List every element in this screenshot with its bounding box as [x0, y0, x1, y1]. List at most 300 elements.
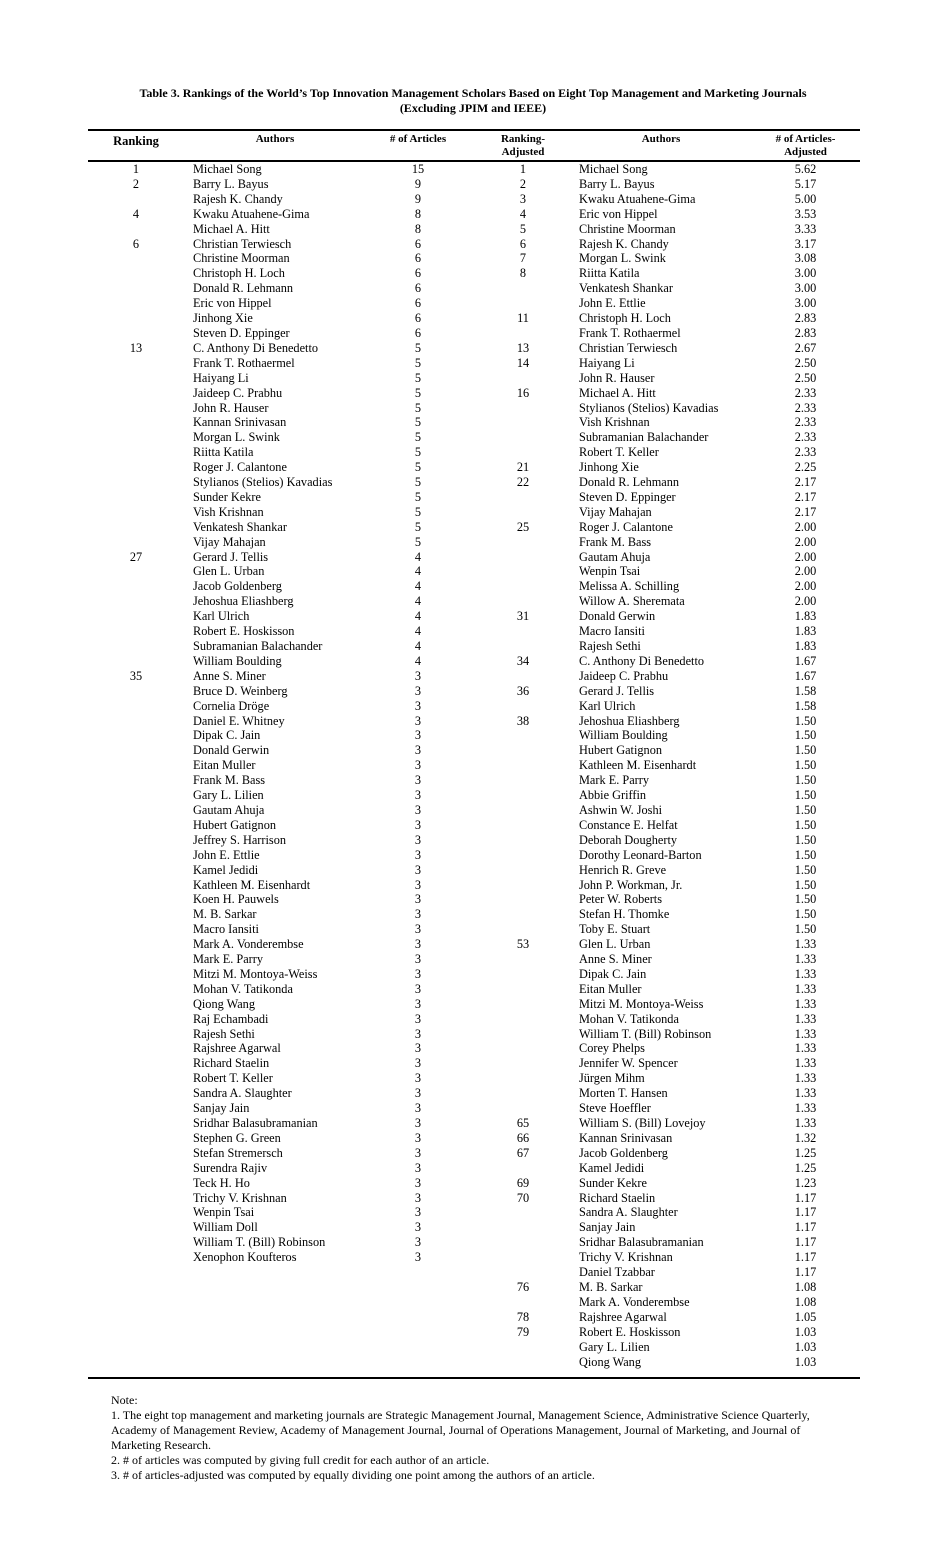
cell-articles: 6: [414, 251, 422, 266]
cell-author: Dipak C. Jain: [193, 728, 261, 743]
header-articles-adjusted-line-1: # of Articles-: [775, 133, 836, 145]
table-row: [88, 1220, 860, 1235]
cell-articles-adjusted: 1.08: [794, 1279, 817, 1294]
cell-articles-adjusted: 2.17: [794, 489, 817, 504]
cell-author-adjusted: Riitta Katila: [579, 266, 640, 281]
cell-author-adjusted: Mitzi M. Montoya-Weiss: [579, 996, 704, 1011]
cell-author-adjusted: Sandra A. Slaughter: [579, 1205, 678, 1220]
table-row: [88, 251, 860, 266]
cell-author-adjusted: Eitan Muller: [579, 981, 642, 996]
table-row: [88, 356, 860, 371]
cell-articles-adjusted: 2.00: [794, 579, 817, 594]
cell-articles: 5: [414, 445, 422, 460]
table-row: [88, 1250, 860, 1265]
table-row: [88, 341, 860, 356]
cell-author: Surendra Rajiv: [193, 1160, 268, 1175]
cell-articles-adjusted: 2.00: [794, 519, 817, 534]
table-row: [88, 1191, 860, 1206]
cell-author: Barry L. Bayus: [193, 176, 269, 191]
cell-articles-adjusted: 1.50: [794, 802, 817, 817]
cell-author: Kathleen M. Eisenhardt: [193, 877, 311, 892]
cell-author-adjusted: Vish Krishnan: [579, 415, 650, 430]
cell-author-adjusted: Henrich R. Greve: [579, 862, 667, 877]
cell-articles-adjusted: 1.83: [794, 609, 817, 624]
table-row: [88, 669, 860, 684]
cell-articles-adjusted: 1.33: [794, 1026, 817, 1041]
cell-author: Vijay Mahajan: [193, 534, 266, 549]
cell-articles: 6: [414, 296, 422, 311]
cell-articles-adjusted: 1.50: [794, 907, 817, 922]
cell-articles-adjusted: 1.83: [794, 624, 817, 639]
table-row: [88, 520, 860, 535]
header-articles-adjusted: [758, 133, 853, 159]
cell-articles-adjusted: 1.08: [794, 1294, 817, 1309]
cell-author: Jacob Goldenberg: [193, 579, 282, 594]
cell-articles-adjusted: 1.50: [794, 817, 817, 832]
cell-articles-adjusted: 1.58: [794, 683, 817, 698]
cell-author: Subramanian Balachander: [193, 639, 323, 653]
cell-author-adjusted: Macro Iansiti: [579, 624, 645, 639]
cell-author: Gary L. Lilien: [193, 788, 264, 803]
table-row: [88, 1086, 860, 1101]
cell-articles: 5: [414, 340, 422, 355]
table-row: [88, 788, 860, 803]
cell-articles: 4: [414, 564, 422, 579]
cell-articles-adjusted: 3.53: [794, 206, 817, 221]
cell-articles-adjusted: 5.62: [794, 162, 817, 176]
table-row: [88, 1116, 860, 1131]
cell-author-adjusted: Subramanian Balachander: [579, 430, 709, 445]
cell-articles-adjusted: 1.17: [794, 1235, 817, 1250]
cell-ranking: 35: [129, 668, 143, 683]
table-header: [88, 133, 860, 161]
table-row: [88, 758, 860, 773]
cell-articles-adjusted: 1.83: [794, 639, 817, 653]
cell-articles-adjusted: 1.50: [794, 728, 817, 743]
cell-articles-adjusted: 1.03: [794, 1339, 817, 1354]
cell-author: Rajesh Sethi: [193, 1026, 255, 1041]
table-row: [88, 1131, 860, 1146]
cell-author: Daniel E. Whitney: [193, 713, 285, 728]
cell-articles-adjusted: 2.83: [794, 311, 817, 326]
cell-author: John E. Ettlie: [193, 847, 260, 862]
table-row: [88, 818, 860, 833]
table-row: [88, 982, 860, 997]
cell-articles-adjusted: 1.50: [794, 773, 817, 788]
cell-author-adjusted: Jacob Goldenberg: [579, 1145, 668, 1160]
cell-author: William T. (Bill) Robinson: [193, 1235, 326, 1250]
cell-articles-adjusted: 2.17: [794, 504, 817, 519]
cell-author-adjusted: C. Anthony Di Benedetto: [579, 653, 705, 668]
cell-articles: 4: [414, 653, 422, 668]
table-row: [88, 1176, 860, 1191]
cell-author-adjusted: Kamel Jedidi: [579, 1160, 645, 1175]
cell-articles-adjusted: 1.33: [794, 966, 817, 981]
cell-author: Glen L. Urban: [193, 564, 265, 579]
cell-author-adjusted: Daniel Tzabbar: [579, 1265, 655, 1280]
cell-author: Xenophon Koufteros: [193, 1250, 297, 1265]
cell-author: Rajshree Agarwal: [193, 1041, 281, 1056]
table-title-line-2: (Excluding JPIM and IEEE): [399, 101, 547, 115]
table-row: [88, 654, 860, 669]
cell-author: Mark A. Vonderembse: [193, 937, 304, 952]
cell-ranking-adjusted: 13: [516, 340, 530, 355]
cell-articles-adjusted: 3.33: [794, 221, 817, 236]
cell-author-adjusted: Michael A. Hitt: [579, 385, 656, 400]
cell-articles: 3: [414, 981, 422, 996]
cell-author-adjusted: Gary L. Lilien: [579, 1339, 650, 1354]
table-row: [88, 1041, 860, 1056]
cell-author-adjusted: Jaideep C. Prabhu: [579, 668, 669, 683]
bottom-rule: [88, 1377, 860, 1379]
table-title-line-1: Table 3. Rankings of the World’s Top Innovation Management Scholars Based on Eight Top Management and Marketing Journals: [139, 86, 807, 100]
cell-articles: 3: [414, 802, 422, 817]
cell-ranking: 6: [132, 236, 140, 251]
cell-articles-adjusted: 2.33: [794, 385, 817, 400]
cell-articles-adjusted: 2.50: [794, 355, 817, 370]
cell-author: Wenpin Tsai: [193, 1205, 255, 1220]
cell-ranking-adjusted: 66: [516, 1130, 530, 1145]
table-row: [88, 1146, 860, 1161]
cell-author-adjusted: Christoph H. Loch: [579, 311, 671, 326]
cell-author: Sridhar Balasubramanian: [193, 1116, 318, 1130]
cell-author-adjusted: Kwaku Atuahene-Gima: [579, 191, 696, 206]
cell-author: Robert T. Keller: [193, 1071, 273, 1086]
cell-articles-adjusted: 1.17: [794, 1250, 817, 1265]
cell-articles-adjusted: 2.33: [794, 415, 817, 430]
cell-articles: 3: [414, 817, 422, 832]
cell-author-adjusted: Dipak C. Jain: [579, 966, 647, 981]
header-articles-adjusted-line-2: Adjusted: [784, 146, 827, 158]
cell-author-adjusted: Glen L. Urban: [579, 937, 651, 952]
table-row: [88, 505, 860, 520]
cell-articles: 3: [414, 1101, 422, 1116]
cell-ranking-adjusted: 6: [519, 236, 527, 251]
cell-articles: 6: [414, 236, 422, 251]
table-row: [88, 192, 860, 207]
table-row: [88, 1295, 860, 1310]
table-row: [88, 1161, 860, 1176]
cell-author: Eitan Muller: [193, 758, 256, 773]
cell-articles-adjusted: 1.33: [794, 1101, 817, 1116]
table-row: [88, 1235, 860, 1250]
table-row: [88, 1071, 860, 1086]
cell-articles-adjusted: 5.17: [794, 176, 817, 191]
cell-articles: 3: [414, 847, 422, 862]
header-ranking-adjusted-line-2: Adjusted: [501, 146, 545, 158]
cell-articles: 5: [414, 385, 422, 400]
cell-author-adjusted: Anne S. Miner: [579, 952, 652, 967]
cell-articles-adjusted: 2.00: [794, 534, 817, 549]
cell-articles: 3: [414, 758, 422, 773]
cell-articles-adjusted: 1.50: [794, 743, 817, 758]
cell-author-adjusted: Kathleen M. Eisenhardt: [579, 758, 697, 773]
cell-ranking: 27: [129, 549, 143, 564]
cell-articles: 5: [414, 460, 422, 475]
table-row: [88, 1205, 860, 1220]
cell-articles: 3: [414, 1175, 422, 1190]
table-row: [88, 207, 860, 222]
cell-articles: 5: [414, 370, 422, 385]
cell-author-adjusted: William S. (Bill) Lovejoy: [579, 1116, 706, 1130]
cell-author: Richard Staelin: [193, 1056, 270, 1071]
notes-heading: Note:: [111, 1393, 138, 1407]
cell-articles: 6: [414, 311, 422, 326]
cell-articles-adjusted: 2.33: [794, 400, 817, 415]
cell-articles-adjusted: 1.50: [794, 862, 817, 877]
table-row: [88, 967, 860, 982]
cell-ranking-adjusted: 7: [519, 251, 527, 266]
cell-articles: 15: [411, 162, 425, 176]
cell-author-adjusted: Christine Moorman: [579, 221, 676, 236]
cell-author-adjusted: Peter W. Roberts: [579, 892, 662, 907]
cell-articles: 3: [414, 773, 422, 788]
table-row: [88, 609, 860, 624]
cell-author-adjusted: Jehoshua Eliashberg: [579, 713, 680, 728]
table-title: [88, 86, 858, 116]
cell-author: Jaideep C. Prabhu: [193, 385, 283, 400]
cell-author-adjusted: Steve Hoeffler: [579, 1101, 651, 1116]
cell-articles: 5: [414, 534, 422, 549]
cell-ranking-adjusted: 79: [516, 1324, 530, 1339]
table-row: [88, 415, 860, 430]
cell-author-adjusted: Frank M. Bass: [579, 534, 652, 549]
cell-author: William Boulding: [193, 653, 282, 668]
cell-author-adjusted: Eric von Hippel: [579, 206, 658, 221]
table-row: [88, 922, 860, 937]
cell-articles: 3: [414, 1160, 422, 1175]
cell-articles: 3: [414, 1250, 422, 1265]
cell-articles: 4: [414, 609, 422, 624]
table-row: [88, 684, 860, 699]
cell-author-adjusted: Jürgen Mihm: [579, 1071, 645, 1086]
table-row: [88, 490, 860, 505]
cell-ranking-adjusted: 76: [516, 1279, 530, 1294]
cell-author-adjusted: Roger J. Calantone: [579, 519, 673, 534]
cell-ranking-adjusted: 22: [516, 475, 530, 490]
cell-author-adjusted: Barry L. Bayus: [579, 176, 655, 191]
table-row: [88, 475, 860, 490]
cell-articles: 3: [414, 1235, 422, 1250]
cell-articles-adjusted: 3.00: [794, 281, 817, 296]
table-row: [88, 892, 860, 907]
cell-author: Kannan Srinivasan: [193, 415, 287, 430]
cell-author: Steven D. Eppinger: [193, 325, 290, 340]
cell-articles: 4: [414, 594, 422, 609]
cell-articles-adjusted: 5.00: [794, 191, 817, 206]
header-authors: Authors: [255, 133, 295, 145]
cell-author: Jehoshua Eliashberg: [193, 594, 294, 609]
cell-articles-adjusted: 2.83: [794, 325, 817, 340]
cell-articles-adjusted: 1.33: [794, 1086, 817, 1101]
cell-author-adjusted: Melissa A. Schilling: [579, 579, 680, 594]
cell-author: C. Anthony Di Benedetto: [193, 340, 319, 355]
cell-articles: 3: [414, 892, 422, 907]
cell-author: Stylianos (Stelios) Kavadias: [193, 475, 333, 490]
table-row: [88, 743, 860, 758]
cell-ranking-adjusted: 69: [516, 1175, 530, 1190]
table-row: [88, 430, 860, 445]
cell-articles-adjusted: 1.23: [794, 1175, 817, 1190]
table-row: [88, 1280, 860, 1295]
cell-author-adjusted: Trichy V. Krishnan: [579, 1250, 673, 1265]
cell-articles: 6: [414, 266, 422, 281]
cell-articles: 3: [414, 862, 422, 877]
table-row: [88, 937, 860, 952]
cell-articles-adjusted: 1.58: [794, 698, 817, 713]
cell-ranking-adjusted: 31: [516, 609, 530, 624]
cell-articles-adjusted: 1.17: [794, 1265, 817, 1280]
cell-articles-adjusted: 2.17: [794, 475, 817, 490]
cell-articles-adjusted: 1.33: [794, 1071, 817, 1086]
cell-articles-adjusted: 2.67: [794, 340, 817, 355]
cell-articles-adjusted: 2.33: [794, 445, 817, 460]
cell-articles: 3: [414, 1205, 422, 1220]
cell-articles: 3: [414, 1071, 422, 1086]
cell-author: Vish Krishnan: [193, 504, 264, 519]
cell-author: John R. Hauser: [193, 400, 269, 415]
cell-articles: 3: [414, 698, 422, 713]
table-row: [88, 594, 860, 609]
cell-ranking: 1: [132, 162, 140, 176]
cell-articles: 3: [414, 1190, 422, 1205]
cell-articles-adjusted: 1.32: [794, 1130, 817, 1145]
table-row: [88, 1027, 860, 1042]
table-row: [88, 952, 860, 967]
cell-author: Jeffrey S. Harrison: [193, 832, 287, 847]
cell-articles-adjusted: 1.67: [794, 668, 817, 683]
cell-articles: 5: [414, 519, 422, 534]
cell-author-adjusted: Rajshree Agarwal: [579, 1309, 667, 1324]
cell-ranking-adjusted: 36: [516, 683, 530, 698]
table-row: [88, 445, 860, 460]
table-row: [88, 624, 860, 639]
cell-author: Sunder Kekre: [193, 489, 261, 504]
cell-author: Kwaku Atuahene-Gima: [193, 206, 310, 221]
table-row: [88, 803, 860, 818]
cell-articles-adjusted: 1.17: [794, 1190, 817, 1205]
cell-author-adjusted: Hubert Gatignon: [579, 743, 662, 758]
cell-articles-adjusted: 1.50: [794, 892, 817, 907]
note-item: 2. # of articles was computed by giving full credit for each author of an article.: [111, 1453, 490, 1467]
cell-author: Macro Iansiti: [193, 922, 259, 937]
cell-ranking-adjusted: 4: [519, 206, 527, 221]
cell-author: Eric von Hippel: [193, 296, 272, 311]
cell-author-adjusted: Gerard J. Tellis: [579, 683, 655, 698]
cell-author-adjusted: Toby E. Stuart: [579, 922, 651, 937]
cell-author-adjusted: Stylianos (Stelios) Kavadias: [579, 400, 719, 415]
cell-author-adjusted: Kannan Srinivasan: [579, 1130, 673, 1145]
cell-author-adjusted: Wenpin Tsai: [579, 564, 641, 579]
cell-articles: 5: [414, 430, 422, 445]
cell-articles: 3: [414, 877, 422, 892]
cell-author: Sandra A. Slaughter: [193, 1086, 292, 1101]
cell-author-adjusted: Corey Phelps: [579, 1041, 645, 1056]
header-ranking-adjusted-line-1: Ranking-: [500, 133, 546, 145]
cell-articles-adjusted: 1.25: [794, 1160, 817, 1175]
cell-articles-adjusted: 1.50: [794, 847, 817, 862]
cell-articles: 3: [414, 996, 422, 1011]
cell-ranking-adjusted: 21: [516, 460, 530, 475]
table-row: [88, 907, 860, 922]
cell-articles: 3: [414, 668, 422, 683]
cell-author: Venkatesh Shankar: [193, 519, 287, 534]
cell-author-adjusted: Constance E. Helfat: [579, 817, 678, 832]
cell-author-adjusted: Willow A. Sheremata: [579, 594, 685, 609]
cell-articles: 4: [414, 549, 422, 564]
cell-author-adjusted: Christian Terwiesch: [579, 340, 678, 355]
cell-author-adjusted: Morgan L. Swink: [579, 251, 666, 266]
cell-author-adjusted: Ashwin W. Joshi: [579, 802, 663, 817]
cell-articles-adjusted: 3.17: [794, 236, 817, 251]
table-row: [88, 266, 860, 281]
cell-author: Kamel Jedidi: [193, 862, 259, 877]
cell-ranking-adjusted: 1: [519, 162, 527, 176]
cell-author: Sanjay Jain: [193, 1101, 250, 1116]
cell-articles-adjusted: 1.33: [794, 937, 817, 952]
cell-ranking: 13: [129, 340, 143, 355]
cell-articles: 3: [414, 832, 422, 847]
cell-author: Gautam Ahuja: [193, 802, 265, 817]
cell-ranking-adjusted: 3: [519, 191, 527, 206]
cell-articles: 3: [414, 1116, 422, 1130]
cell-author: Michael A. Hitt: [193, 221, 270, 236]
cell-articles: 3: [414, 728, 422, 743]
cell-author: Cornelia Dröge: [193, 698, 270, 713]
cell-author: Gerard J. Tellis: [193, 549, 269, 564]
cell-articles: 3: [414, 922, 422, 937]
cell-ranking-adjusted: 16: [516, 385, 530, 400]
cell-articles-adjusted: 1.05: [794, 1309, 817, 1324]
cell-articles: 5: [414, 355, 422, 370]
table-row: [88, 848, 860, 863]
cell-ranking: 2: [132, 176, 140, 191]
table-row: [88, 535, 860, 550]
cell-author: Raj Echambadi: [193, 1011, 269, 1026]
cell-articles: 3: [414, 1145, 422, 1160]
cell-articles-adjusted: 1.67: [794, 653, 817, 668]
cell-articles: 3: [414, 683, 422, 698]
cell-articles-adjusted: 2.00: [794, 549, 817, 564]
cell-articles-adjusted: 1.33: [794, 1116, 817, 1130]
cell-articles-adjusted: 2.00: [794, 594, 817, 609]
cell-ranking-adjusted: 5: [519, 221, 527, 236]
cell-author-adjusted: Robert E. Hoskisson: [579, 1324, 681, 1339]
cell-ranking-adjusted: 38: [516, 713, 530, 728]
cell-author: Teck H. Ho: [193, 1175, 250, 1190]
table-row: [88, 1012, 860, 1027]
cell-articles: 3: [414, 788, 422, 803]
cell-author-adjusted: William Boulding: [579, 728, 668, 743]
cell-articles-adjusted: 2.00: [794, 564, 817, 579]
cell-author: Hubert Gatignon: [193, 817, 276, 832]
cell-author: Jinhong Xie: [193, 311, 253, 326]
cell-articles-adjusted: 1.50: [794, 832, 817, 847]
cell-author-adjusted: Jennifer W. Spencer: [579, 1056, 678, 1071]
cell-author-adjusted: Michael Song: [579, 162, 648, 176]
cell-author: Mark E. Parry: [193, 952, 264, 967]
cell-articles: 9: [414, 176, 422, 191]
table-row: [88, 1056, 860, 1071]
cell-articles: 3: [414, 1041, 422, 1056]
cell-author-adjusted: Haiyang Li: [579, 355, 635, 370]
cell-author: Christine Moorman: [193, 251, 290, 266]
cell-ranking-adjusted: 14: [516, 355, 530, 370]
cell-author-adjusted: Steven D. Eppinger: [579, 489, 676, 504]
cell-articles-adjusted: 1.33: [794, 1041, 817, 1056]
table-row: [88, 863, 860, 878]
cell-articles-adjusted: 3.00: [794, 266, 817, 281]
